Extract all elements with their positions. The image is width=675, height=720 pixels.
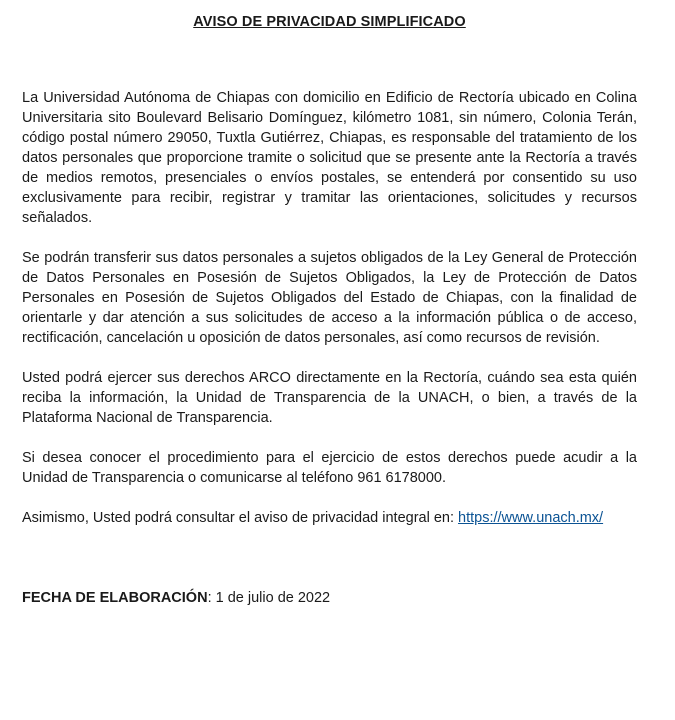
- document-page: [22, 0, 637, 608]
- fecha-value: : 1 de julio de 2022: [207, 590, 331, 606]
- paragraph-transferencia: Se podrán transferir sus datos personales a sujetos obligados de la Ley General de Protección de Datos Personales en Posesión de Sujetos Obligados, la Ley de Protección de Datos Personales en Posesión de Sujetos Obligados del Estado de Chiapas, con la finalidad de orientarle y dar atención a sus solicitudes de acceso a la información pública o de acceso, rectificación, cancelación u oposición de datos personales, así como recursos de revisión.: [22, 250, 637, 346]
- document-title: AVISO DE PRIVACIDAD SIMPLIFICADO: [193, 14, 466, 30]
- paragraph-derechos-arco: Usted podrá ejercer sus derechos ARCO directamente en la Rectoría, cuándo sea esta quién reciba la información, la Unidad de Transparencia de la UNACH, o bien, a través de la Plataforma Nacional de Transparencia.: [22, 370, 637, 426]
- paragraph-responsable: La Universidad Autónoma de Chiapas con domicilio en Edificio de Rectoría ubicado en Colina Universitaria sito Boulevard Belisario Domínguez, kilómetro 1081, sin número, Colonia Terán, código postal número 29050, Tuxtla Gutiérrez, Chiapas, es responsable del tratamiento de los datos personales que proporcione tramite o solicitud que se presente ante la Rectoría a través de medios remotos, presenciales o envíos postales, se entenderá por consentido su uso exclusivamente para recibir, registrar y tramitar las orientaciones, solicitudes y recursos señalados.: [22, 90, 637, 226]
- fecha-label: FECHA DE ELABORACIÓN: [22, 590, 208, 606]
- aviso-integral-text: Asimismo, Usted podrá consultar el aviso de privacidad integral en:: [22, 510, 459, 526]
- fecha-elaboracion: [22, 588, 637, 608]
- unach-link[interactable]: https://www.unach.mx/: [458, 510, 604, 526]
- paragraph-aviso-integral: [22, 508, 637, 528]
- paragraph-procedimiento: Si desea conocer el procedimiento para el ejercicio de estos derechos puede acudir a la Unidad de Transparencia o comunicarse al teléfono 961 6178000.: [22, 450, 637, 486]
